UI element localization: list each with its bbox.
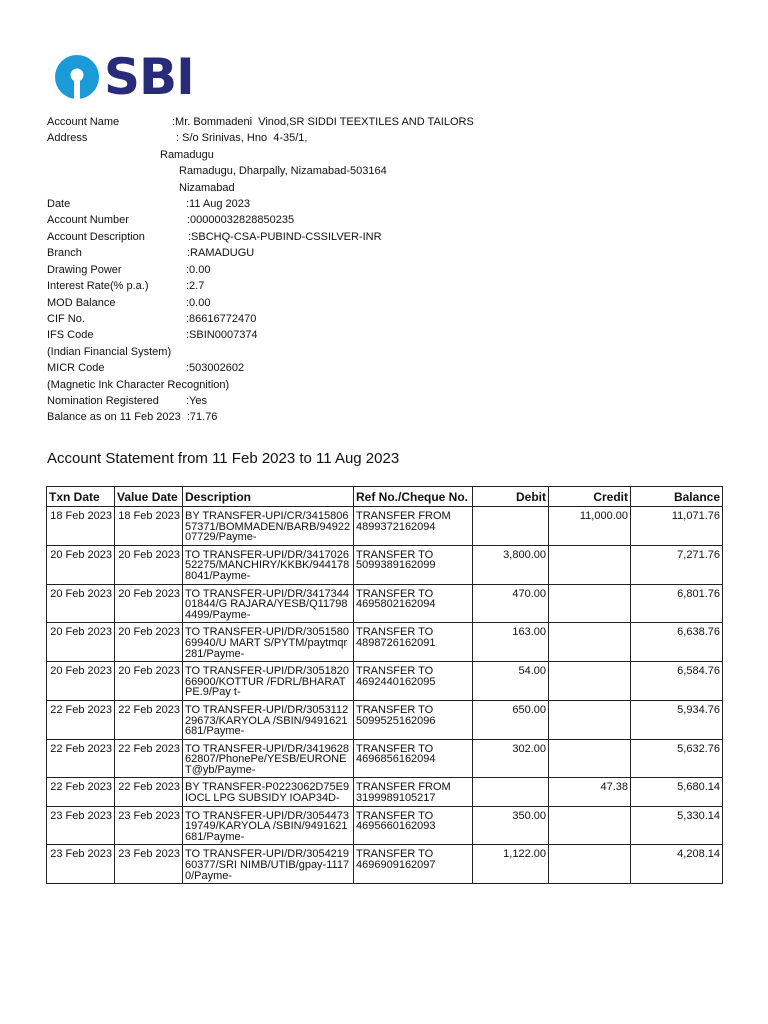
nomination-label: Nomination Registered — [47, 395, 159, 407]
credit-cell — [549, 584, 631, 623]
cif-label: CIF No. — [47, 313, 85, 325]
statement-title: Account Statement from 11 Feb 2023 to 11 Aug 2023 — [47, 450, 400, 467]
credit-cell — [549, 623, 631, 662]
header-description: Description — [183, 487, 354, 507]
table-row — [47, 739, 723, 778]
table-row — [47, 700, 723, 739]
ref-cell: TRANSFER TO 4696909162097 — [354, 845, 473, 884]
debit-cell: 302.00 — [473, 739, 549, 778]
account-name-label: Account Name — [47, 116, 120, 128]
balance-cell: 6,584.76 — [631, 662, 723, 701]
description-cell: TO TRANSFER-UPI/DR/341734401844/G RAJARA/YESB/Q117984499/Payme- — [183, 584, 354, 623]
cif-value: :86616772470 — [186, 313, 257, 325]
debit-cell: 470.00 — [473, 584, 549, 623]
table-row — [47, 662, 723, 701]
branch-value: :RAMADUGU — [187, 247, 255, 259]
value-date-cell: 22 Feb 2023 — [115, 739, 183, 778]
micr-code-value: :503002602 — [186, 362, 245, 374]
header-ref: Ref No./Cheque No. — [354, 487, 473, 507]
debit-cell: 1,122.00 — [473, 845, 549, 884]
balance-cell: 11,071.76 — [631, 507, 723, 546]
ref-cell: TRANSFER TO 4695802162094 — [354, 584, 473, 623]
txn-date-cell: 22 Feb 2023 — [47, 739, 115, 778]
description-cell: TO TRANSFER-UPI/DR/305158069940/U MART S/PYTM/paytmqr281/Payme- — [183, 623, 354, 662]
date-label: Date — [47, 198, 71, 210]
interest-rate-label: Interest Rate(% p.a.) — [47, 280, 149, 292]
value-date-cell: 22 Feb 2023 — [115, 778, 183, 806]
ref-cell: TRANSFER TO 5099525162096 — [354, 700, 473, 739]
debit-cell: 350.00 — [473, 806, 549, 845]
account-number-value: :00000032828850235 — [187, 214, 295, 226]
address-line-3: Ramadugu, Dharpally, Nizamabad-503164 — [179, 165, 387, 177]
table-row — [47, 507, 723, 546]
credit-cell: 47.38 — [549, 778, 631, 806]
header-credit: Credit — [549, 487, 631, 507]
debit-cell: 163.00 — [473, 623, 549, 662]
credit-cell — [549, 545, 631, 584]
value-date-cell: 20 Feb 2023 — [115, 584, 183, 623]
mod-balance-label: MOD Balance — [47, 297, 116, 309]
opening-balance: Balance as on 11 Feb 2023 :71.76 — [47, 411, 218, 423]
txn-date-cell: 20 Feb 2023 — [47, 545, 115, 584]
credit-cell — [549, 662, 631, 701]
ref-cell: TRANSFER TO 4695660162093 — [354, 806, 473, 845]
ifs-code-note: (Indian Financial System) — [47, 346, 172, 358]
account-number-label: Account Number — [47, 214, 129, 226]
table-row — [47, 623, 723, 662]
table-row — [47, 545, 723, 584]
table-header-row — [47, 487, 723, 507]
txn-date-cell: 18 Feb 2023 — [47, 507, 115, 546]
credit-cell — [549, 845, 631, 884]
debit-cell — [473, 778, 549, 806]
table-row — [47, 845, 723, 884]
address-line-1: : S/o Srinivas, Hno 4-35/1, — [176, 132, 308, 144]
value-date-cell: 23 Feb 2023 — [115, 845, 183, 884]
txn-date-cell: 20 Feb 2023 — [47, 662, 115, 701]
txn-date-cell: 22 Feb 2023 — [47, 700, 115, 739]
mod-balance-value: :0.00 — [186, 297, 211, 309]
micr-code-label: MICR Code — [47, 362, 105, 374]
description-cell: TO TRANSFER-UPI/DR/305421960377/SRI NIMB/UTIB/gpay-11170/Payme- — [183, 845, 354, 884]
drawing-power-value: :0.00 — [186, 264, 211, 276]
ref-cell: TRANSFER TO 4692440162095 — [354, 662, 473, 701]
description-cell: TO TRANSFER-UPI/DR/305182066900/KOTTUR /FDRL/BHARATPE.9/Pay t- — [183, 662, 354, 701]
micr-code-note: (Magnetic Ink Character Recognition) — [47, 379, 230, 391]
ifs-code-value: :SBIN0007374 — [186, 329, 258, 341]
address-line-2: Ramadugu — [160, 149, 214, 161]
balance-cell: 6,638.76 — [631, 623, 723, 662]
value-date-cell: 20 Feb 2023 — [115, 623, 183, 662]
credit-cell — [549, 806, 631, 845]
header-balance: Balance — [631, 487, 723, 507]
value-date-cell: 20 Feb 2023 — [115, 545, 183, 584]
header-txn-date: Txn Date — [47, 487, 115, 507]
balance-cell: 5,330.14 — [631, 806, 723, 845]
sbi-logo-text: SBI — [104, 48, 194, 106]
table-row — [47, 806, 723, 845]
description-cell: TO TRANSFER-UPI/DR/341962862807/PhonePe/YESB/EURONET@yb/Payme- — [183, 739, 354, 778]
credit-cell: 11,000.00 — [549, 507, 631, 546]
account-description-value: :SBCHQ-CSA-PUBIND-CSSILVER-INR — [188, 231, 382, 243]
txn-date-cell: 23 Feb 2023 — [47, 806, 115, 845]
value-date-cell: 18 Feb 2023 — [115, 507, 183, 546]
txn-date-cell: 20 Feb 2023 — [47, 623, 115, 662]
ifs-code-label: IFS Code — [47, 329, 94, 341]
ref-cell: TRANSFER FROM 3199989105217 — [354, 778, 473, 806]
table-row — [47, 778, 723, 806]
debit-cell: 54.00 — [473, 662, 549, 701]
ref-cell: TRANSFER TO 4898726162091 — [354, 623, 473, 662]
ref-cell: TRANSFER TO 5099389162099 — [354, 545, 473, 584]
txn-date-cell: 20 Feb 2023 — [47, 584, 115, 623]
balance-cell: 4,208.14 — [631, 845, 723, 884]
balance-cell: 5,934.76 — [631, 700, 723, 739]
sbi-logo-icon — [54, 54, 100, 100]
credit-cell — [549, 739, 631, 778]
ref-cell: TRANSFER TO 4696856162094 — [354, 739, 473, 778]
debit-cell: 3,800.00 — [473, 545, 549, 584]
header-value-date: Value Date — [115, 487, 183, 507]
address-label: Address — [47, 132, 88, 144]
balance-cell: 5,632.76 — [631, 739, 723, 778]
drawing-power-label: Drawing Power — [47, 264, 122, 276]
date-value: :11 Aug 2023 — [186, 198, 251, 210]
value-date-cell: 20 Feb 2023 — [115, 662, 183, 701]
address-line-4: Nizamabad — [179, 182, 235, 194]
value-date-cell: 23 Feb 2023 — [115, 806, 183, 845]
account-name-value: :Mr. Bommadeni Vinod,SR SIDDI TEEXTILES AND TAILORS — [172, 116, 474, 128]
description-cell: TO TRANSFER-UPI/DR/305311229673/KARYOLA /SBIN/9491621681/Payme- — [183, 700, 354, 739]
balance-cell: 5,680.14 — [631, 778, 723, 806]
branch-label: Branch — [47, 247, 82, 259]
header-debit: Debit — [473, 487, 549, 507]
nomination-value: :Yes — [186, 395, 208, 407]
interest-rate-value: :2.7 — [186, 280, 205, 292]
txn-date-cell: 22 Feb 2023 — [47, 778, 115, 806]
txn-date-cell: 23 Feb 2023 — [47, 845, 115, 884]
table-row — [47, 584, 723, 623]
description-cell: BY TRANSFER-UPI/CR/341580657371/BOMMADEN/BARB/9492207729/Payme- — [183, 507, 354, 546]
value-date-cell: 22 Feb 2023 — [115, 700, 183, 739]
description-cell: TO TRANSFER-UPI/DR/341702652275/MANCHIRY/KKBK/9441788041/Payme- — [183, 545, 354, 584]
account-description-label: Account Description — [47, 231, 145, 243]
transactions-table — [46, 486, 723, 884]
credit-cell — [549, 700, 631, 739]
description-cell: TO TRANSFER-UPI/DR/305447319749/KARYOLA /SBIN/9491621681/Payme- — [183, 806, 354, 845]
ref-cell: TRANSFER FROM 4899372162094 — [354, 507, 473, 546]
sbi-logo — [54, 48, 194, 106]
debit-cell — [473, 507, 549, 546]
description-cell: BY TRANSFER-P0223062D75E9 IOCL LPG SUBSIDY IOAP34D- — [183, 778, 354, 806]
balance-cell: 7,271.76 — [631, 545, 723, 584]
balance-cell: 6,801.76 — [631, 584, 723, 623]
debit-cell: 650.00 — [473, 700, 549, 739]
